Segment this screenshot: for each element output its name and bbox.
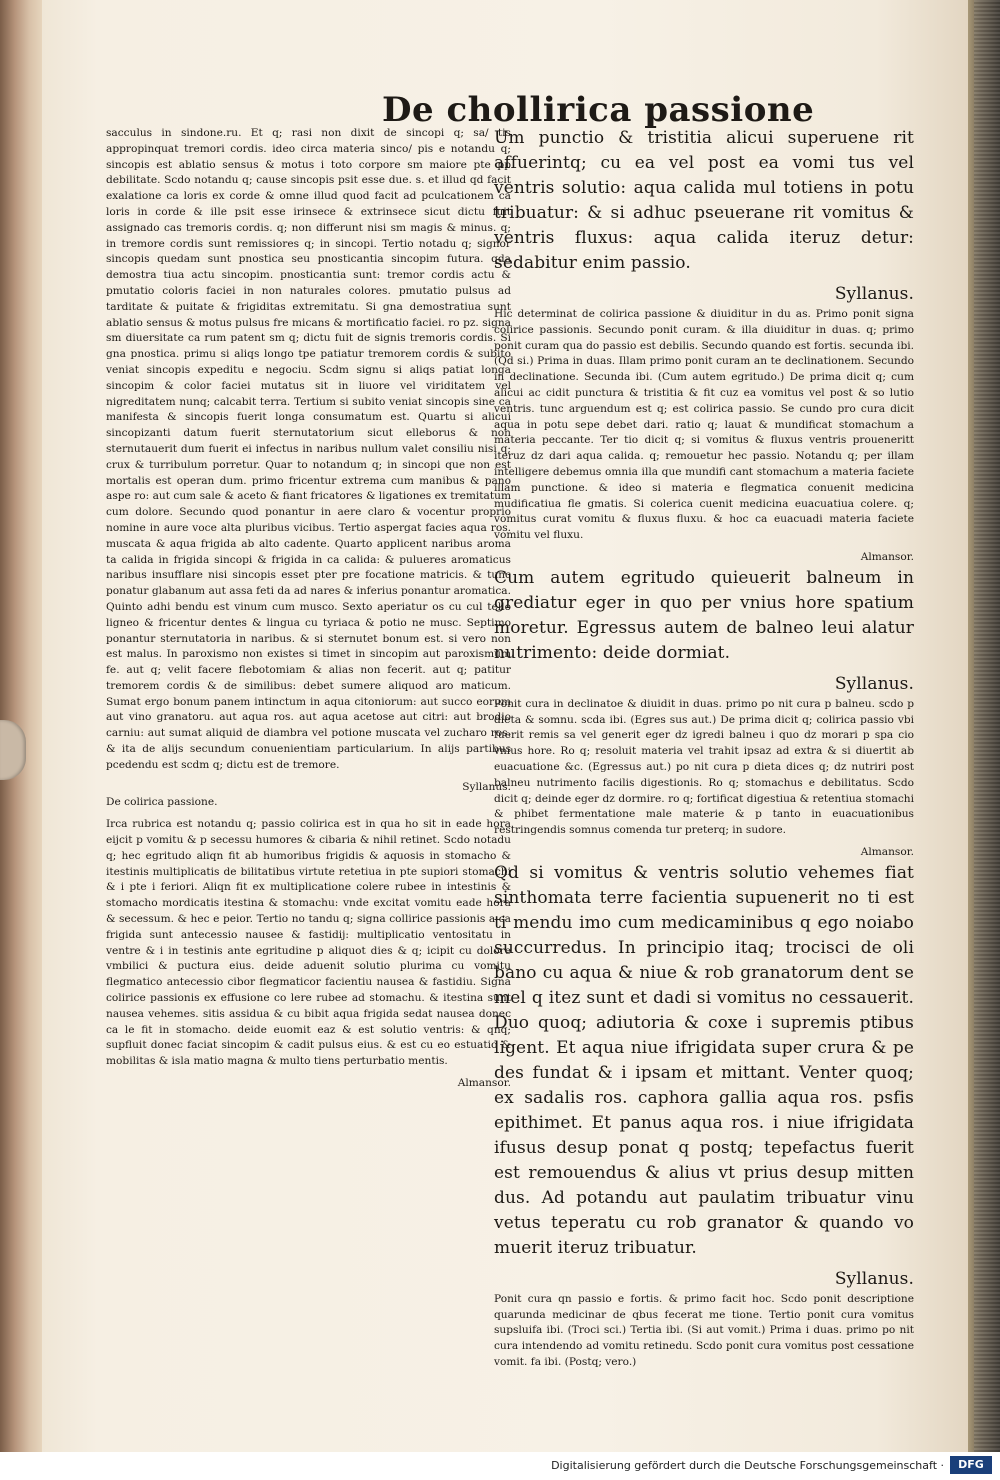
right-block-7: Ponit cura in declinatoe & diuidit in duas. primo po nit cura p balneu. scdo p dieta & somnu. scda ibi. (Egres sus aut.) De prima dicit q; colirica passio vbi fuerit remis sa vel generit eger dz igredi balneu i quo dz morari p spa cio vnius hore. Ro q; resoluit materia vel trahit ipsaz ad extra & si diuertit ab euacuatione &c. (Egressus aut.) po nit cura p dieta dices q; dz nutriri post balneu nutrimento facilis digestionis. Ro q; stomachus e debilitatus. Scdo dicit q; deinde eger dz dormire. ro q; fortificat digestiua & retentiua stomachi & phibet fermentatione male materie & p tanto in euacuationibus restringendis somnus comenda tur preterq; in sudore.: [494, 697, 914, 837]
left-signature-almansor: Almansor.: [457, 1077, 511, 1090]
right-block-9: Qd si vomitus & ventris solutio vehemes fiat sinthomata terre facientia supuenerit no ti est ti mendu imo cum medicaminibus q ego noiabo succurredus. In principio itaq; trocisci de oli bano cu aqua & niue & rob granatorum dent se mel q itez sunt et dadi si vomitus no cessauerit. Duo quoq; adiutoria & coxe i supremis ptibus ligent. Et aqua niue ifrigidata super crura & pe des fundat & i ipsam et mittant. Venter quoq; ex sadalis ros. caphora gallia aqua ros. psfis epithimet. Et panus aqua ros. i niue ifrigidata ifusus desup ponat q postq; tepefactus fuerit est remouendus & alius vt prius desup mitten dus. Ad potandu aut paulatim tribuatur vinu vetus teperatu cu rob granator & quando vo muerit iteruz tribuatur.: [494, 862, 914, 1258]
right-block-1: Um punctio & tristitia alicui superuene rit affuerintq; cu ea vel post ea vomi tus vel ventris solutio: aqua calida mul totiens in potu tribuatur: & si adhuc pseuerane rit vomitus & ventris fluxus: aqua calida iteruz detur: sedabitur enim passio.: [494, 128, 914, 273]
footer-bar: [0, 1452, 1000, 1480]
dfg-logo: DFG: [950, 1456, 992, 1474]
right-signature-3: Syllanus.: [834, 673, 914, 694]
left-paragraph-2: Irca rubrica est notandu q; passio colirica est in qua ho sit in eade hora eijcit p vomitu & p secessu humores & cibaria & nihil retinet. Scdo notadu q; hec egritudo aliqn fit ab humoribus frigidis & aquosis in stomacho & itestinis multiplicatis de bilitatibus virtute retetiua in pte supiori stomachi & i pte i feriori. Aliqn fit ex multiplicatione colere rubee in intestinis & stomacho mordicatis itestina & stomachu: vnde excitat vomitu eade hora & secessum. & hec e peior. Tertio no tandu q; signa collirice passionis a ca frigida sunt antecessio nausee & fastidij: multiplicatio ventositatu in ventre & i in testinis ante egritudine p aliquot dies & q; icipit cu dolore vmbilici & puctura eius. deide aduenit solutio plurima cu vomitu flegmatico antecessio cibor flegmaticor facientiu nausea & fastidiu. Signa colirice passionis ex effusione co lere rubee ad stomachu. & itestina sunt nausea vehemes. sitis assidua & cu bibit aqua frigida sedat nausea donec ca le fit in stomacho. deide euomit eaz & est solutio ventris: & qnq; supfluit donec faciat sincopim & cadit pulsus eius. & est cu eo estuatio & mobilitas & isla matio magna & multo tiens perturbatio mentis.: [106, 818, 511, 1068]
running-title: De chollirica passione: [382, 90, 815, 130]
right-text-column: [494, 126, 914, 1368]
right-block-5: Cum autem egritudo quieuerit balneum in grediatur eger in quo per vnius hore spatium moretur. Egressus autem de balneo leui alatur nutrimento: deide dormiat.: [494, 567, 914, 663]
right-block-11: Ponit cura qn passio e fortis. & primo facit hoc. Scdo ponit descriptione quarunda medicinar de qbus fecerat me tione. Tertio ponit cura vomitus supsluifa ibi. (Troci sci.) Tertia ibi. (Si aut vomit.) Prima i duas. primo po nit cura intendendo ad vomitu retinedu. Scdo ponit cura vomitus post cessatione vomit. fa ibi. (Postq; vero.): [494, 1292, 914, 1368]
funding-credit: Digitalisierung gefördert durch die Deutsche Forschungsgemeinschaft ·: [551, 1459, 944, 1472]
left-section-heading: De colirica passione.: [106, 796, 218, 809]
right-block-3: Hic determinat de colirica passione & diuiditur in du as. Primo ponit signa colirice passionis. Secundo ponit curam. & illa diuiditur in duas. q; primo ponit curam qua do passio est debilis. Secundo quando est fortis. secunda ibi. (Qd si.) Prima in duas. Illam primo ponit curam an te declinationem. Secundo in declinatione. Secunda ibi. (Cum autem egritudo.) De prima dicit q; cum alicui ac cidit punctura & tristitia & fit cuz ea vomitus vel post & so lutio ventris. tunc arguendum est q; est colirica passio. Se cundo pro cura dicit aqua in potu sepe debet dari. ratio q; lauat & mundificat stomachum a materia peccante. Ter tio dicit q; si vomitus & fluxus ventris proueneritt iteruz dz dari aqua calida. q; remouetur hec passio. Notandu q; per illam intelligere debemus omnia illa que mundifi cant stomachum a materia faciete illam punctione. & ideo si materia e flegmatica conuenit medicina mudificatiua fle gmatis. Si colerica cuenit medicina euacuatiua colere. q; vomitus curat vomitu & fluxus fluxu. & hoc ca euacuadi materia faciete vomitu vel fluxu.: [494, 308, 914, 542]
left-text-column: [106, 126, 511, 1311]
color-calibration-strip: [974, 0, 1000, 1452]
left-signature-syllanus: Syllanus.: [462, 780, 511, 793]
right-signature-4: Almansor.: [860, 845, 914, 858]
left-page-edge: [0, 0, 42, 1452]
right-signature-2: Almansor.: [860, 550, 914, 563]
right-signature-5: Syllanus.: [834, 1268, 914, 1289]
right-signature-1: Syllanus.: [834, 284, 914, 304]
left-paragraph-1: sacculus in sindone.ru. Et q; rasi non dixit de sincopi q; sa/ tis appropinquat tremori cordis. ideo circa materia sinco/ pis e notandu q; sincopis est ablatio sensus & motus i toto corpore sm maiore pte pp debilitate. Scdo notandu q; cause sincopis psit esse due. s. et illud qd facit exalatione ca loris ex corde & omne illud quod facit ad pculcationem ca loris in corde & ille psit esse irinsece & extrinsece sicut dictu fuit assignado cas tremoris cordis. q; non differunt nisi sm magis & minus. q; in tremore cordis sunt remissiores q; in sincopi. Tertio notadu q; signor sincopis quedam sunt pnostica seu pnosticantia sincopim futura. qda demostra tiua actu sincopim. pnosticantia sunt: tremor cordis actu & pmutatio coloris faciei in non naturales colores. pmutatio pulsus ad tarditate & puitate & frigiditas extremitatu. Si gna demostratiua sunt ablatio sensus & motus pulsus fre micans & mortificatio faciei. ro pz. signa sm diuersitate ca rum patent sm q; dictu fuit de signis tremoris cordis. Si gna pnostica. primu si aliqs longo tpe patiatur tremorem cordis & subito veniat sincopis expeditu e negociu. Scdm signu si aliqs patiat longa sincopim & color faciei mutatus sit in liuore vel viriditatem vel nigreditatem nunq; calcabit terra. Tertium si subito veniat sincopis sine ca manifesta & sincopis fuerit longa consumatum est. Quartu si alicui sincopizanti datum fuerit sternutatorium sicut elleborus & non sternutauerit dum fuerit ei infectus in naribus nullum valet consiliu nisi q; crux & turribulum porretur. Quar to notandum q; in sincopi que non est mortalis est operan dum. primo fricentur extrema cum manibus & pano aspe ro: aut cum sale & aceto & fiant fricatores & ligationes ex tremitatum cum dolore. Secundo quod ponantur in aere claro & vocentur proprio nomine in aure voce alta pluribus vicibus. Tertio aspergat facies aqua ros. muscata & aqua frigida ab alto cadente. Quarto applicent naribus aroma ta calida in frigida sincopi & frigida in ca calida: & pulueres aromaticus naribus insufflare nisi sincopis esset pter pre focatione matricis. & tunc ponatur glabanum aut assa feti da ad nares & inferius ponantur aromatica. Quinto adhi bendu est vinum cum musco. Sexto aperiatur os cu cul tello ligneo & fricentur dentes & lingua cu tyriaca & potio ne musc. Septimo ponantur sternutatoria in naribus. & si sternutet bonum est. si vero non est malus. In paroxismo non existes si timet in sincopim aut paroxismum fe. aut q; velit facere flebotomiam & alias non fecerit. aut q; patitur tremorem cordis & de similibus: debet sumere aliquod aro maticum. Sumat ergo bonum panem intinctum in aqua citoniorum: aut succo eorum aut vino granatoru. aut aqua ros. aut aqua acetose aut citri: aut brodio carniu: aut sumat aliquid de diambra vel potione muscata vel zucharo ros. & ita de alijs secundum conuenientiam particularium. In alijs partibus pcedendu est scdm q; dictu est de tremore.: [106, 127, 511, 771]
right-page-edge: [968, 0, 1000, 1452]
book-clasp: [0, 720, 26, 780]
